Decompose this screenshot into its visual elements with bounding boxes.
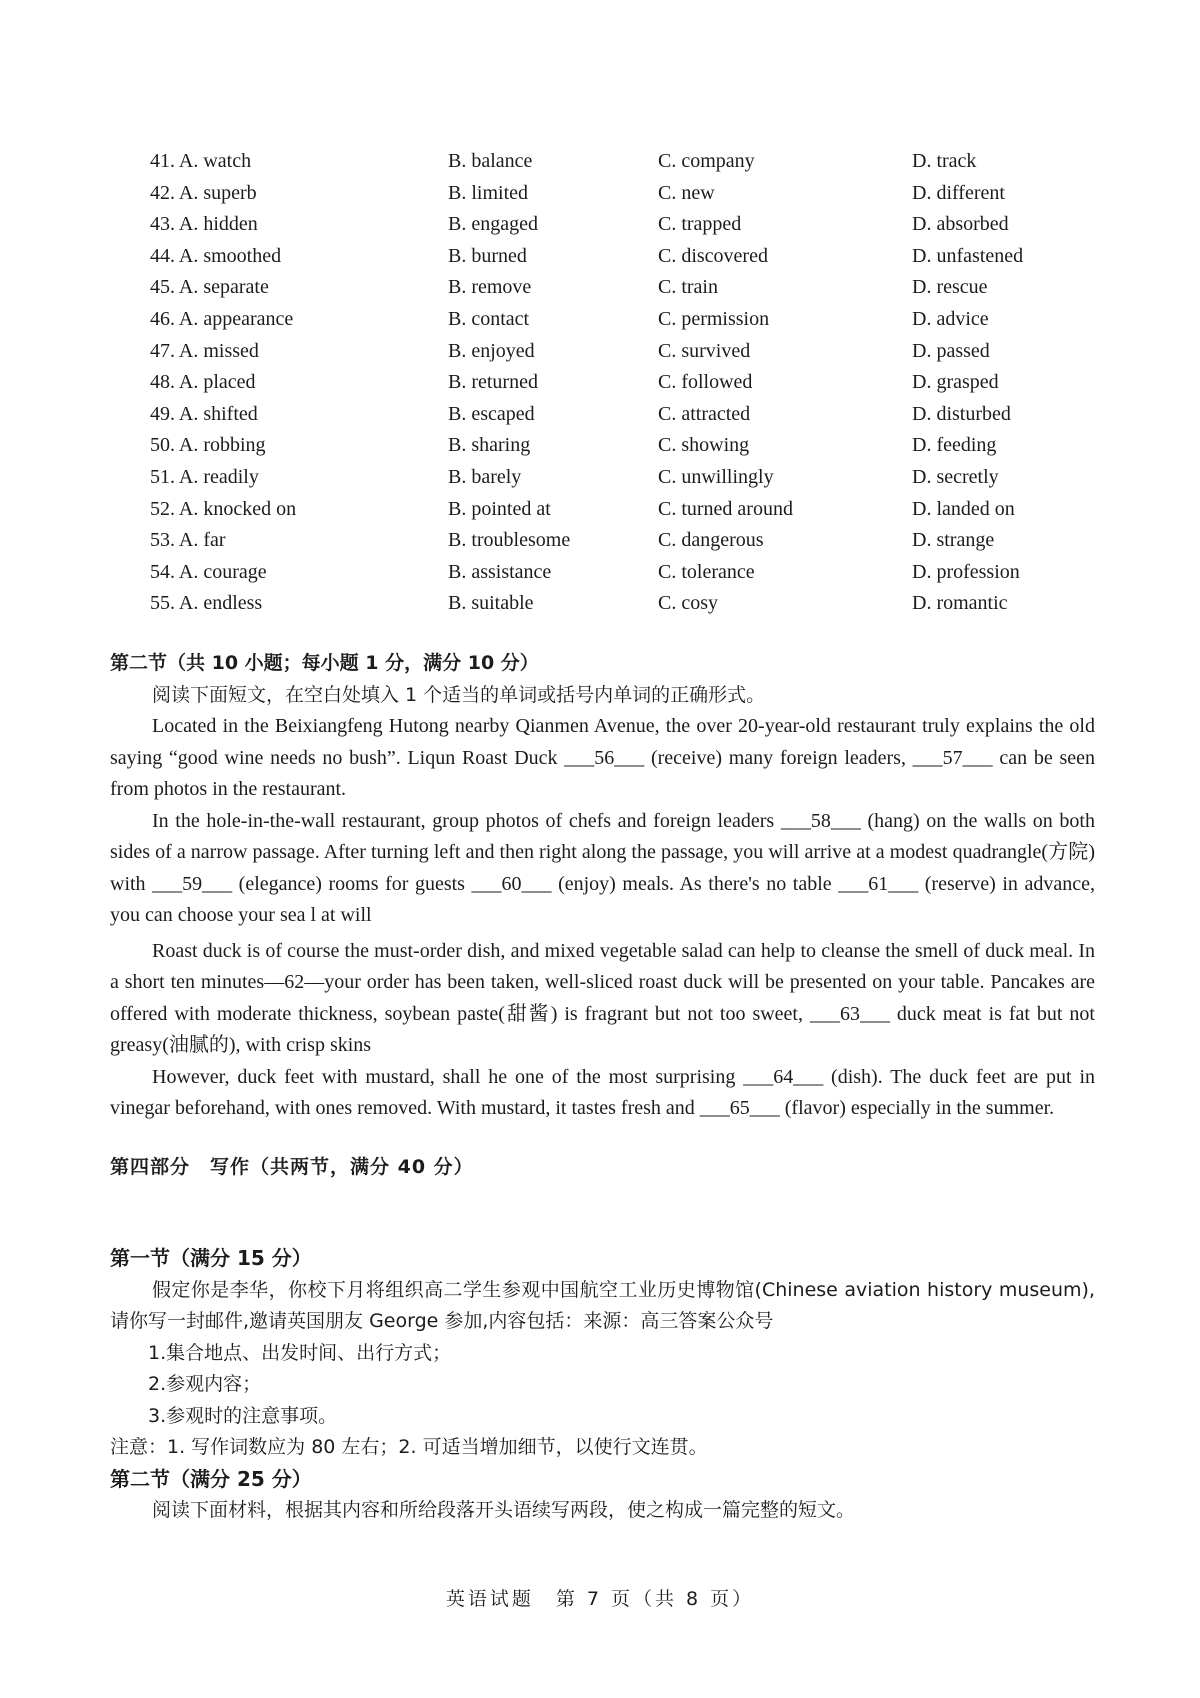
options-table [150,146,1090,620]
option-row [150,430,1090,462]
passage-paragraph-3: Roast duck is of course the must-order dish, and mixed vegetable salad can help to cleanse the smell of duck meal. In a short ten minutes—62—your order has been taken, well-sliced roast duck will be presented on your table. Pancakes are offered with moderate thickness, soybean paste(甜酱) is fragrant but not too sweet, ___63___ duck meat is fat but not greasy(油腻的), with crisp skins [110,939,1095,1056]
option-b: B. sharing [448,434,531,457]
option-b: B. balance [448,150,533,172]
option-d: D. feeding [912,434,997,457]
option-c: C. new [658,181,715,204]
section2-heading: 第二节（共 10 小题；每小题 1 分，满分 10 分） [110,652,539,674]
section2-instruction: 阅读下面短文，在空白处填入 1 个适当的单词或括号内单词的正确形式。 [152,683,766,706]
option-d: D. secretly [912,465,999,488]
writing-s1-heading: 第一节（满分 15 分） [110,1246,312,1270]
option-a: 52. A. knocked on [150,497,297,520]
option-d: D. absorbed [912,213,1009,236]
option-b: B. returned [448,371,538,394]
option-d: D. grasped [912,371,999,394]
option-row [150,494,1090,526]
option-d: D. landed on [912,497,1015,520]
option-a: 50. A. robbing [150,434,266,457]
writing-section-1 [110,1243,1095,1527]
option-b: B. limited [448,181,528,204]
option-c: C. showing [658,434,750,457]
option-a: 47. A. missed [150,339,259,362]
option-d: D. romantic [912,592,1008,615]
option-d: D. advice [912,307,989,330]
option-row [150,588,1090,620]
option-c: C. discovered [658,244,768,267]
option-d: D. disturbed [912,402,1011,425]
option-b: B. barely [448,465,522,488]
part4 [110,1152,1095,1184]
option-row [150,336,1090,368]
option-a: 45. A. separate [150,276,269,299]
option-a: 49. A. shifted [150,402,258,425]
writing-item: 1.集合地点、出发时间、出行方式； [148,1341,452,1364]
option-a: 41. A. watch [150,150,252,172]
passage-paragraph-4: However, duck feet with mustard, shall he one of the most surprising ___64___ (dish). The duck feet are put in vinegar beforehand, with ones removed. With mustard, it tastes fresh and ___65___ (flavor) especially in the summer. [110,1065,1095,1119]
option-a: 48. A. placed [150,371,256,394]
part4-heading: 第四部分 写作（共两节，满分 40 分） [110,1156,474,1178]
option-b: B. enjoyed [448,339,535,362]
option-row [150,462,1090,494]
option-c: C. attracted [658,402,751,425]
writing-s2-text: 阅读下面材料，根据其内容和所给段落开头语续写两段，使之构成一篇完整的短文。 [152,1499,856,1521]
option-d: D. strange [912,529,995,552]
option-d: D. unfastened [912,244,1024,267]
writing-note: 注意：1. 写作词数应为 80 左右；2. 可适当增加细节，以使行文连贯。 [110,1436,708,1458]
writing-s2-heading: 第二节（满分 25 分） [110,1466,312,1491]
option-c: C. survived [658,339,751,362]
option-a: 44. A. smoothed [150,244,282,267]
option-a: 54. A. courage [150,560,267,583]
page-footer: 英语试题 第 7 页（共 8 页） [445,1588,755,1610]
option-c: C. train [658,276,718,299]
option-b: B. suitable [448,592,534,615]
option-d: D. rescue [912,276,988,299]
option-b: B. burned [448,244,527,267]
option-a: 51. A. readily [150,465,259,488]
option-c: C. unwillingly [658,465,774,488]
option-row [150,272,1090,304]
option-b: B. troublesome [448,529,571,552]
option-row [150,557,1090,589]
option-c: C. cosy [658,592,718,615]
option-b: B. assistance [448,560,552,583]
option-b: B. contact [448,307,530,330]
writing-item: 3.参观时的注意事项。 [148,1404,338,1427]
option-row [150,304,1090,336]
option-a: 43. A. hidden [150,213,258,236]
option-c: C. trapped [658,213,742,236]
option-a: 53. A. far [150,529,226,552]
option-c: C. company [658,150,755,172]
writing-item: 2.参观内容； [148,1373,262,1395]
option-b: B. engaged [448,213,538,236]
option-row [150,241,1090,273]
passage-paragraph-2: In the hole-in-the-wall restaurant, group photos of chefs and foreign leaders ___58___ (hang) on the walls on both sides of a narrow passage. After turning left and then right along the passage, you will arrive at a modest quadrangle(方院) with ___59___ (elegance) rooms for guests ___60___ (enjoy) meals. As there's no table ___61___ (reserve) in advance, you can choose your sea l at will [110,809,1095,926]
option-d: D. passed [912,339,990,362]
option-a: 42. A. superb [150,181,257,204]
option-c: C. permission [658,307,770,330]
option-b: B. escaped [448,402,535,425]
option-d: D. profession [912,560,1020,583]
writing-s1-text: 假定你是李华，你校下月将组织高二学生参观中国航空工业历史博物馆(Chinese aviation history museum),请你写一封邮件,邀请英国朋友 George 参加,内容包括：来源：高三答案公众号 [110,1278,1095,1332]
option-c: C. turned around [658,497,793,520]
option-b: B. pointed at [448,497,551,520]
option-row [150,178,1090,210]
option-a: 46. A. appearance [150,307,294,330]
option-row [150,209,1090,241]
passage-paragraph-1: Located in the Beixiangfeng Hutong nearby Qianmen Avenue, the over 20-year-old restaurant truly explains the old saying “good wine needs no bush”. Liqun Roast Duck ___56___ (receive) many foreign leaders, ___57___ can be seen from photos in the restaurant. [110,715,1095,800]
option-c: C. tolerance [658,560,755,583]
option-c: C. followed [658,371,753,394]
option-row [150,399,1090,431]
option-a: 55. A. endless [150,592,263,615]
option-row [150,367,1090,399]
option-row [150,525,1090,557]
option-row [150,146,1090,178]
option-d: D. different [912,181,1005,204]
option-d: D. track [912,150,977,172]
option-b: B. remove [448,276,532,299]
section2 [110,648,1095,1125]
option-c: C. dangerous [658,529,764,552]
